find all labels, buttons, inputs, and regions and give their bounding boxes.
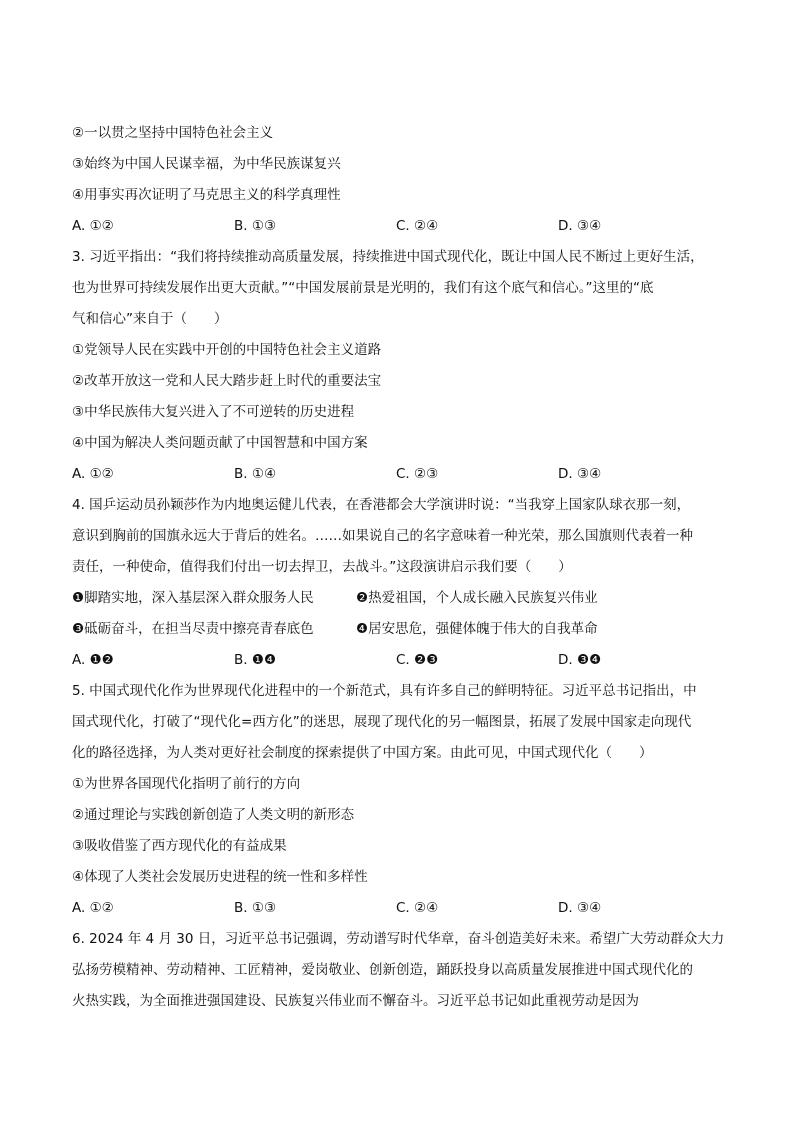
q5-item-4: ④体现了人类社会发展历史进程的统一性和多样性 bbox=[72, 869, 368, 885]
question-4 bbox=[72, 490, 726, 676]
q5-option-a: A. ①② bbox=[72, 900, 114, 916]
q4-item-2: ❷热爱祖国，个人成长融入民族复兴伟业 bbox=[356, 590, 598, 606]
q2-option-c: C. ②④ bbox=[396, 218, 439, 234]
q3-option-d: D. ③④ bbox=[558, 466, 602, 482]
q5-stem-line: 5. 中国式现代化作为世界现代化进程中的一个新范式，具有许多自己的鲜明特征。习近平总书记指出，中 bbox=[72, 683, 697, 699]
q4-item-3: ❸砥砺奋斗，在担当尽责中擦亮青春底色 bbox=[72, 621, 314, 637]
q4-items-row-2 bbox=[72, 614, 726, 645]
q4-stem-line: 责任，一种使命，值得我们付出一切去捍卫，去战斗。”这段演讲启示我们要（ ） bbox=[72, 559, 572, 575]
q3-option-c: C. ②③ bbox=[396, 466, 439, 482]
q4-option-c: C. ❷❸ bbox=[396, 652, 439, 668]
q3-item-4: ④中国为解决人类问题贡献了中国智慧和中国方案 bbox=[72, 435, 368, 451]
q3-stem-line: 气和信心”来自于（ ） bbox=[72, 311, 228, 327]
q3-stem-line: 也为世界可持续发展作出更大贡献。”“中国发展前景是光明的，我们有这个底气和信心。”这里的“底 bbox=[72, 280, 654, 296]
q6-stem-line: 火热实践，为全面推进强国建设、民族复兴伟业而不懈奋斗。习近平总书记如此重视劳动是因为 bbox=[72, 993, 639, 1009]
q3-stem-line: 3. 习近平指出：“我们将持续推动高质量发展，持续推进中国式现代化，既让中国人民不断过上更好生活， bbox=[72, 249, 704, 265]
q4-options bbox=[72, 645, 726, 676]
q5-item-2: ②通过理论与实践创新创造了人类文明的新形态 bbox=[72, 807, 355, 823]
q4-stem-line: 意识到胸前的国旗永远大于背后的姓名。……如果说自己的名字意味着一种光荣，那么国旗则代表着一种 bbox=[72, 528, 693, 544]
q5-stem-line: 化的路径选择，为人类对更好社会制度的探索提供了中国方案。由此可见，中国式现代化（ ） bbox=[72, 745, 653, 761]
q2-option-a: A. ①② bbox=[72, 218, 114, 234]
q2-options bbox=[72, 211, 726, 242]
q5-options bbox=[72, 893, 726, 924]
q6-stem-line: 6. 2024 年 4 月 30 日，习近平总书记强调，劳动谱写时代华章，奋斗创造美好未来。希望广大劳动群众大力 bbox=[72, 931, 725, 947]
q4-item-4: ❹居安思危，强健体魄于伟大的自我革命 bbox=[356, 621, 598, 637]
question-2-tail bbox=[72, 118, 726, 242]
q3-item-3: ③中华民族伟大复兴进入了不可逆转的历史进程 bbox=[72, 404, 355, 420]
q3-option-b: B. ①④ bbox=[234, 466, 277, 482]
q3-options bbox=[72, 459, 726, 490]
q2-item-2: ②一以贯之坚持中国特色社会主义 bbox=[72, 125, 274, 141]
q2-item-3: ③始终为中国人民谋幸福，为中华民族谋复兴 bbox=[72, 156, 341, 172]
q5-option-b: B. ①③ bbox=[234, 900, 277, 916]
exam-page bbox=[72, 118, 726, 1017]
q4-item-1: ❶脚踏实地，深入基层深入群众服务人民 bbox=[72, 590, 314, 606]
q4-stem-line: 4. 国乒运动员孙颖莎作为内地奥运健儿代表，在香港都会大学演讲时说：“当我穿上国家队球衣那一刻， bbox=[72, 497, 691, 513]
q2-option-b: B. ①③ bbox=[234, 218, 277, 234]
q6-stem-line: 弘扬劳模精神、劳动精神、工匠精神，爱岗敬业、创新创造，踊跃投身以高质量发展推进中国式现代化的 bbox=[72, 962, 693, 978]
q4-option-b: B. ❶❹ bbox=[234, 652, 277, 668]
q3-option-a: A. ①② bbox=[72, 466, 114, 482]
question-6 bbox=[72, 924, 726, 1017]
q5-item-3: ③吸收借鉴了西方现代化的有益成果 bbox=[72, 838, 287, 854]
q4-option-d: D. ❸❹ bbox=[558, 652, 602, 668]
q2-option-d: D. ③④ bbox=[558, 218, 602, 234]
q3-item-2: ②改革开放这一党和人民大踏步赶上时代的重要法宝 bbox=[72, 373, 382, 389]
q5-option-c: C. ②④ bbox=[396, 900, 439, 916]
q2-item-4: ④用事实再次证明了马克思主义的科学真理性 bbox=[72, 187, 341, 203]
q5-stem-line: 国式现代化，打破了“现代化=西方化”的迷思，展现了现代化的另一幅图景，拓展了发展中国家走向现代 bbox=[72, 714, 692, 730]
question-5 bbox=[72, 676, 726, 924]
q3-item-1: ①党领导人民在实践中开创的中国特色社会主义道路 bbox=[72, 342, 382, 358]
q4-items-row-1 bbox=[72, 583, 726, 614]
q4-option-a: A. ❶❷ bbox=[72, 652, 114, 668]
q5-item-1: ①为世界各国现代化指明了前行的方向 bbox=[72, 776, 301, 792]
q5-option-d: D. ③④ bbox=[558, 900, 602, 916]
question-3 bbox=[72, 242, 726, 490]
